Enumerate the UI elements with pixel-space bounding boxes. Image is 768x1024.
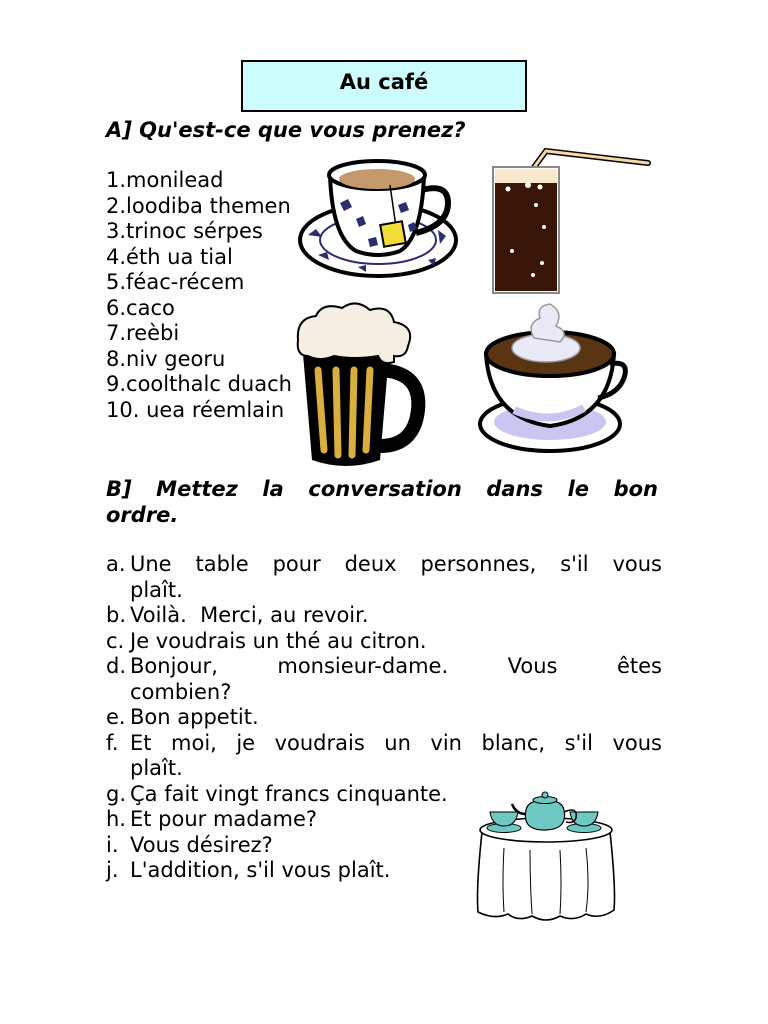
- tea-cup-icon: [298, 155, 460, 280]
- item-letter: a.: [106, 552, 126, 576]
- list-item: [106, 552, 662, 603]
- section-b-heading-line2: ordre.: [106, 503, 179, 527]
- beer-mug-icon: [294, 300, 426, 470]
- item-letter: h.: [106, 807, 126, 831]
- list-item: [106, 603, 662, 629]
- cola-glass-icon: [488, 145, 654, 297]
- section-b-heading: [106, 476, 658, 528]
- item-letter: i.: [106, 832, 119, 857]
- item-text-cont: plaît.: [130, 756, 183, 780]
- item-letter: c.: [106, 628, 125, 653]
- item-letter: j.: [106, 858, 119, 882]
- item-text-cont: combien?: [130, 679, 232, 704]
- item-text: L'addition, s'il vous plaît.: [130, 858, 391, 882]
- item-letter: e.: [106, 705, 126, 729]
- list-item: 10. uea réemlain: [106, 397, 285, 422]
- item-letter: d.: [106, 654, 127, 678]
- section-a-heading: A] Qu'est-ce que vous prenez?: [106, 118, 466, 142]
- hot-chocolate-icon: [474, 298, 630, 458]
- item-text: Bonjour, monsieur-dame. Vous êtes: [130, 654, 662, 678]
- title-box: [241, 60, 527, 112]
- item-letter: g.: [106, 781, 127, 806]
- item-letter: b.: [106, 603, 127, 627]
- list-item: 1.monilead: [106, 168, 224, 192]
- item-text-cont: plaît.: [130, 577, 183, 602]
- list-item: 4.éth ua tial: [106, 244, 233, 269]
- list-item: 6.caco: [106, 295, 175, 320]
- list-item: [106, 731, 662, 782]
- section-b-heading-line1: B] Mettez la conversation dans le bon: [106, 477, 658, 501]
- list-item: 9.coolthalc duach: [106, 372, 292, 396]
- vocab-list: [106, 168, 292, 423]
- item-text: Bon appetit.: [130, 705, 259, 729]
- list-item: 3.trinoc sérpes: [106, 219, 263, 243]
- item-text: Je voudrais un thé au citron.: [130, 628, 427, 653]
- item-text: Vous désirez?: [130, 832, 273, 857]
- item-text: Voilà. Merci, au revoir.: [130, 603, 369, 627]
- page-title: Au café: [339, 70, 429, 94]
- item-text: Et pour madame?: [130, 807, 318, 831]
- item-text: Ça fait vingt francs cinquante.: [130, 781, 448, 806]
- list-item: 7.reèbi: [106, 321, 180, 345]
- item-text: Et moi, je voudrais un vin blanc, s'il vous: [130, 730, 662, 755]
- list-item: 5.féac-récem: [106, 270, 245, 294]
- list-item: [106, 654, 662, 705]
- list-item: 8.niv georu: [106, 346, 226, 371]
- list-item: [106, 629, 662, 655]
- list-item: [106, 705, 662, 731]
- item-text: Une table pour deux personnes, s'il vous: [130, 552, 662, 576]
- item-letter: f.: [106, 730, 119, 755]
- tea-table-icon: [474, 788, 620, 924]
- list-item: 2.loodiba themen: [106, 193, 291, 218]
